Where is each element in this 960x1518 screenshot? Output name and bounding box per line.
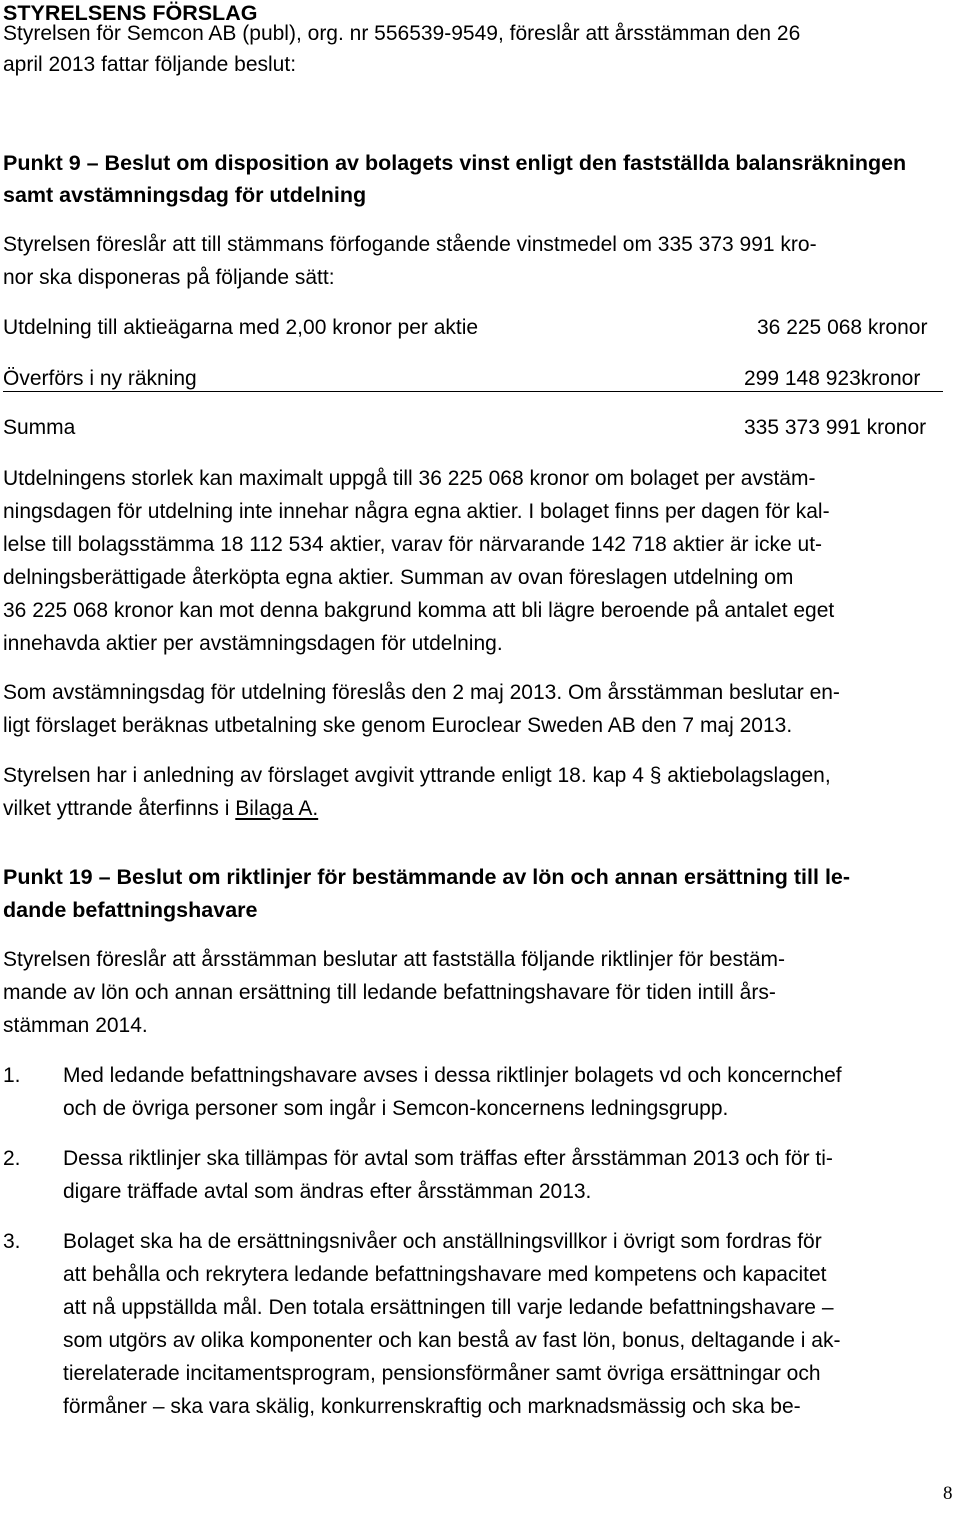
list-item-line: Dessa riktlinjer ska tillämpas för avtal som träffas efter årsstämman 2013 och för ti- bbox=[63, 1147, 833, 1170]
list-item-line: som utgörs av olika komponenter och kan bestå av fast lön, bonus, deltagande i ak- bbox=[63, 1329, 841, 1352]
list-item-line: att nå uppställda mål. Den totala ersättningen till varje ledande befattningshavare – bbox=[63, 1296, 834, 1319]
paragraph-line: 36 225 068 kronor kan mot denna bakgrund komma att bli lägre beroende på antalet eget bbox=[3, 599, 835, 622]
paragraph-line: Som avstämningsdag för utdelning föreslås den 2 maj 2013. Om årsstämman beslutar en- bbox=[3, 681, 840, 704]
intro-line: Styrelsen för Semcon AB (publ), org. nr 556539-9549, föreslår att årsstämman den 26 bbox=[3, 22, 801, 45]
paragraph-line: ningsdagen för utdelning inte innehar några egna aktier. I bolaget finns per dagen för kal- bbox=[3, 500, 830, 523]
table-row-label: Summa bbox=[3, 416, 76, 439]
list-item-line: Med ledande befattningshavare avses i dessa riktlinjer bolagets vd och koncernchef bbox=[63, 1064, 842, 1087]
paragraph-line: lelse till bolagsstämma 18 112 534 aktier, varav för närvarande 142 718 aktier är icke ut- bbox=[3, 533, 823, 556]
proposal-line: nor ska disponeras på följande sätt: bbox=[3, 266, 335, 289]
table-row-label: Överförs i ny räkning bbox=[3, 367, 197, 390]
list-item-line: tierelaterade incitamentsprogram, pensionsförmåner samt övriga ersättningar och bbox=[63, 1362, 821, 1385]
paragraph-line bbox=[3, 793, 318, 825]
list-item-number: 2. bbox=[3, 1147, 21, 1170]
table-divider bbox=[3, 391, 943, 392]
table-row-value: 335 373 991 kronor bbox=[744, 416, 927, 439]
proposal-line: Styrelsen föreslår att till stämmans förfogande stående vinstmedel om 335 373 991 kro- bbox=[3, 233, 817, 256]
list-item-line: att behålla och rekrytera ledande befattningshavare med kompetens och kapacitet bbox=[63, 1263, 827, 1286]
list-item-line: digare träffade avtal som ändras efter årsstämman 2013. bbox=[63, 1180, 592, 1203]
paragraph-text: vilket yttrande återfinns i bbox=[3, 797, 236, 820]
list-item-number: 3. bbox=[3, 1230, 21, 1253]
paragraph-line: Utdelningens storlek kan maximalt uppgå till 36 225 068 kronor om bolaget per avstäm- bbox=[3, 467, 816, 490]
paragraph-line: innehavda aktier per avstämningsdagen för utdelning. bbox=[3, 632, 503, 655]
table-row-value: 299 148 923kronor bbox=[744, 367, 921, 390]
intro-line: april 2013 fattar följande beslut: bbox=[3, 53, 297, 76]
list-item-line: och de övriga personer som ingår i Semcon-koncernens ledningsgrupp. bbox=[63, 1097, 729, 1120]
paragraph-line: mande av lön och annan ersättning till ledande befattningshavare för tiden intill års- bbox=[3, 981, 776, 1004]
table-row-value: 36 225 068 kronor bbox=[757, 316, 928, 339]
list-item-line: förmåner – ska vara skälig, konkurrenskraftig och marknadsmässig och ska be- bbox=[63, 1395, 801, 1418]
list-item-line: Bolaget ska ha de ersättningsnivåer och anställningsvillkor i övrigt som fordras för bbox=[63, 1230, 822, 1253]
table-row-label: Utdelning till aktieägarna med 2,00 kronor per aktie bbox=[3, 316, 479, 339]
appendix-a-link[interactable]: Bilaga A. bbox=[235, 797, 319, 820]
paragraph-line: Styrelsen föreslår att årsstämman beslutar att fastställa följande riktlinjer för bestäm- bbox=[3, 948, 785, 971]
section-title-line: Punkt 9 – Beslut om disposition av bolagets vinst enligt den fastställda balansräkningen bbox=[3, 151, 907, 175]
list-item-number: 1. bbox=[3, 1064, 21, 1087]
paragraph-line: stämman 2014. bbox=[3, 1014, 148, 1037]
section-title-line: samt avstämningsdag för utdelning bbox=[3, 183, 367, 207]
paragraph-line: ligt förslaget beräknas utbetalning ske genom Euroclear Sweden AB den 7 maj 2013. bbox=[3, 714, 793, 737]
page-heading: STYRELSENS FÖRSLAG bbox=[3, 1, 258, 25]
paragraph-line: delningsberättigade återköpta egna aktier. Summan av ovan föreslagen utdelning om bbox=[3, 566, 794, 589]
section-title-line: dande befattningshavare bbox=[3, 898, 258, 922]
paragraph-line: Styrelsen har i anledning av förslaget avgivit yttrande enligt 18. kap 4 § aktiebolagslagen, bbox=[3, 764, 831, 787]
page-number: 8 bbox=[943, 1483, 953, 1504]
section-title-line: Punkt 19 – Beslut om riktlinjer för bestämmande av lön och annan ersättning till le- bbox=[3, 865, 851, 889]
